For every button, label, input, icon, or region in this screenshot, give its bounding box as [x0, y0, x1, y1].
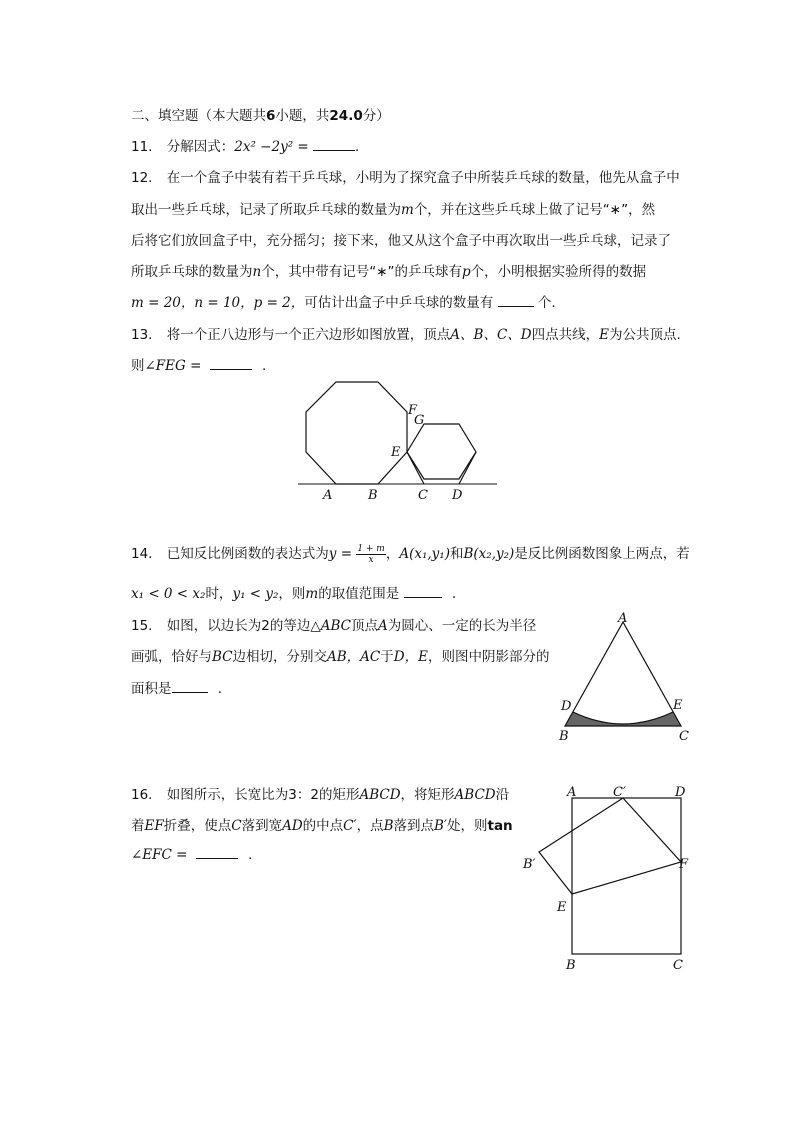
label-C-prime: C′	[613, 785, 626, 800]
question-number: 12.	[131, 170, 153, 186]
question-15-line-1: 15. 如图，以边长为2的等边△ABC顶点A为圆心、一定的长为半径	[131, 618, 537, 634]
question-11: 11. 分解因式：2x² −2y² = .	[131, 139, 360, 155]
label-F: F	[679, 857, 689, 872]
answer-blank[interactable]	[210, 357, 252, 370]
folded-rectangle-figure	[515, 782, 705, 974]
label-C: C	[679, 729, 689, 744]
label-D: D	[561, 699, 572, 714]
math-expression: 2x² −2y² =	[234, 139, 309, 155]
question-number: 16.	[131, 787, 153, 803]
rectangle-abcd	[572, 798, 681, 954]
question-16-line-1: 16. 如图所示，长宽比为3：2的矩形ABCD，将矩形ABCD沿	[131, 787, 510, 803]
label-E: E	[557, 900, 567, 915]
label-D: D	[675, 785, 686, 800]
question-13-line-2: 则∠FEG = .	[131, 358, 267, 374]
regular-octagon	[306, 382, 407, 484]
answer-blank[interactable]	[313, 138, 355, 151]
question-number: 13.	[131, 327, 153, 343]
label-B: B	[566, 958, 576, 973]
question-12-line-2: 取出一些乒乓球，记录了所取乒乓球的数量为m个，并在这些乒乓球上做了记号“∗”，然	[131, 202, 656, 218]
question-14-line-2: x₁ < 0 < x₂时，y₁ < y₂，则m的取值范围是 .	[131, 586, 457, 602]
label-A: A	[618, 612, 628, 626]
question-16-line-2: 着EF折叠，使点C落到宽AD的中点C′，点B落到点B′处，则tan	[131, 818, 513, 834]
section-heading: 二、填空题（本大题共6小题，共24.0分）	[131, 108, 390, 124]
octagon-hexagon-figure	[290, 372, 505, 504]
question-15-line-2: 画弧，恰好与BC边相切，分别交AB，AC于D，E，则图中阴影部分的	[131, 649, 550, 665]
question-13-line-1: 13. 将一个正八边形与一个正六边形如图放置，顶点A、B、C、D四点共线，E为公共顶点.	[131, 327, 681, 343]
question-12-line-3: 后将它们放回盒子中，充分摇匀；接下来，他又从这个盒子中再次取出一些乒乓球，记录了	[131, 233, 671, 249]
question-number: 11.	[131, 139, 153, 155]
label-D: D	[452, 488, 463, 503]
question-12-line-5: m = 20，n = 10，p = 2，可估计出盒子中乒乓球的数量有 个.	[131, 295, 556, 311]
label-B-prime: B′	[523, 857, 536, 872]
question-15-line-3: 面积是 .	[131, 681, 223, 697]
answer-blank[interactable]	[196, 846, 238, 859]
equilateral-triangle	[565, 622, 681, 726]
label-E: E	[391, 445, 401, 460]
question-16-line-3: ∠EFC = .	[131, 847, 253, 863]
folded-quadrilateral	[539, 798, 681, 894]
label-B: B	[368, 488, 378, 503]
question-14-line-1: 14. 已知反比例函数的表达式为y = $\frac{1 + m}{x}$ ，A(x₁,y₁)和B(x₂,y₂)是反比例函数图象上两点，若	[131, 543, 690, 565]
hexagon-edge-to-c	[407, 452, 424, 484]
label-E: E	[673, 698, 683, 713]
fraction: $\frac{1 + m}{x}$	[357, 543, 385, 565]
question-number: 14.	[131, 546, 153, 562]
label-C: C	[418, 488, 428, 503]
question-12-line-1: 12. 在一个盒子中装有若干乒乓球，小明为了探究盒子中所装乒乓球的数量，他先从盒子中	[131, 170, 680, 186]
label-C: C	[673, 958, 683, 973]
label-A: A	[323, 488, 333, 503]
question-12-line-4: 所取乒乓球的数量为n个，其中带有记号“∗”的乒乓球有p个，小明根据实验所得的数据	[131, 264, 647, 280]
label-B: B	[559, 729, 569, 744]
answer-blank[interactable]	[172, 680, 208, 693]
label-G: G	[414, 413, 425, 428]
triangle-arc-figure	[555, 612, 700, 744]
answer-blank[interactable]	[498, 294, 534, 307]
label-F: F	[408, 403, 418, 418]
label-A: A	[567, 785, 577, 800]
answer-blank[interactable]	[404, 585, 442, 598]
question-number: 15.	[131, 618, 153, 634]
hexagon-edge-to-d	[459, 452, 476, 484]
